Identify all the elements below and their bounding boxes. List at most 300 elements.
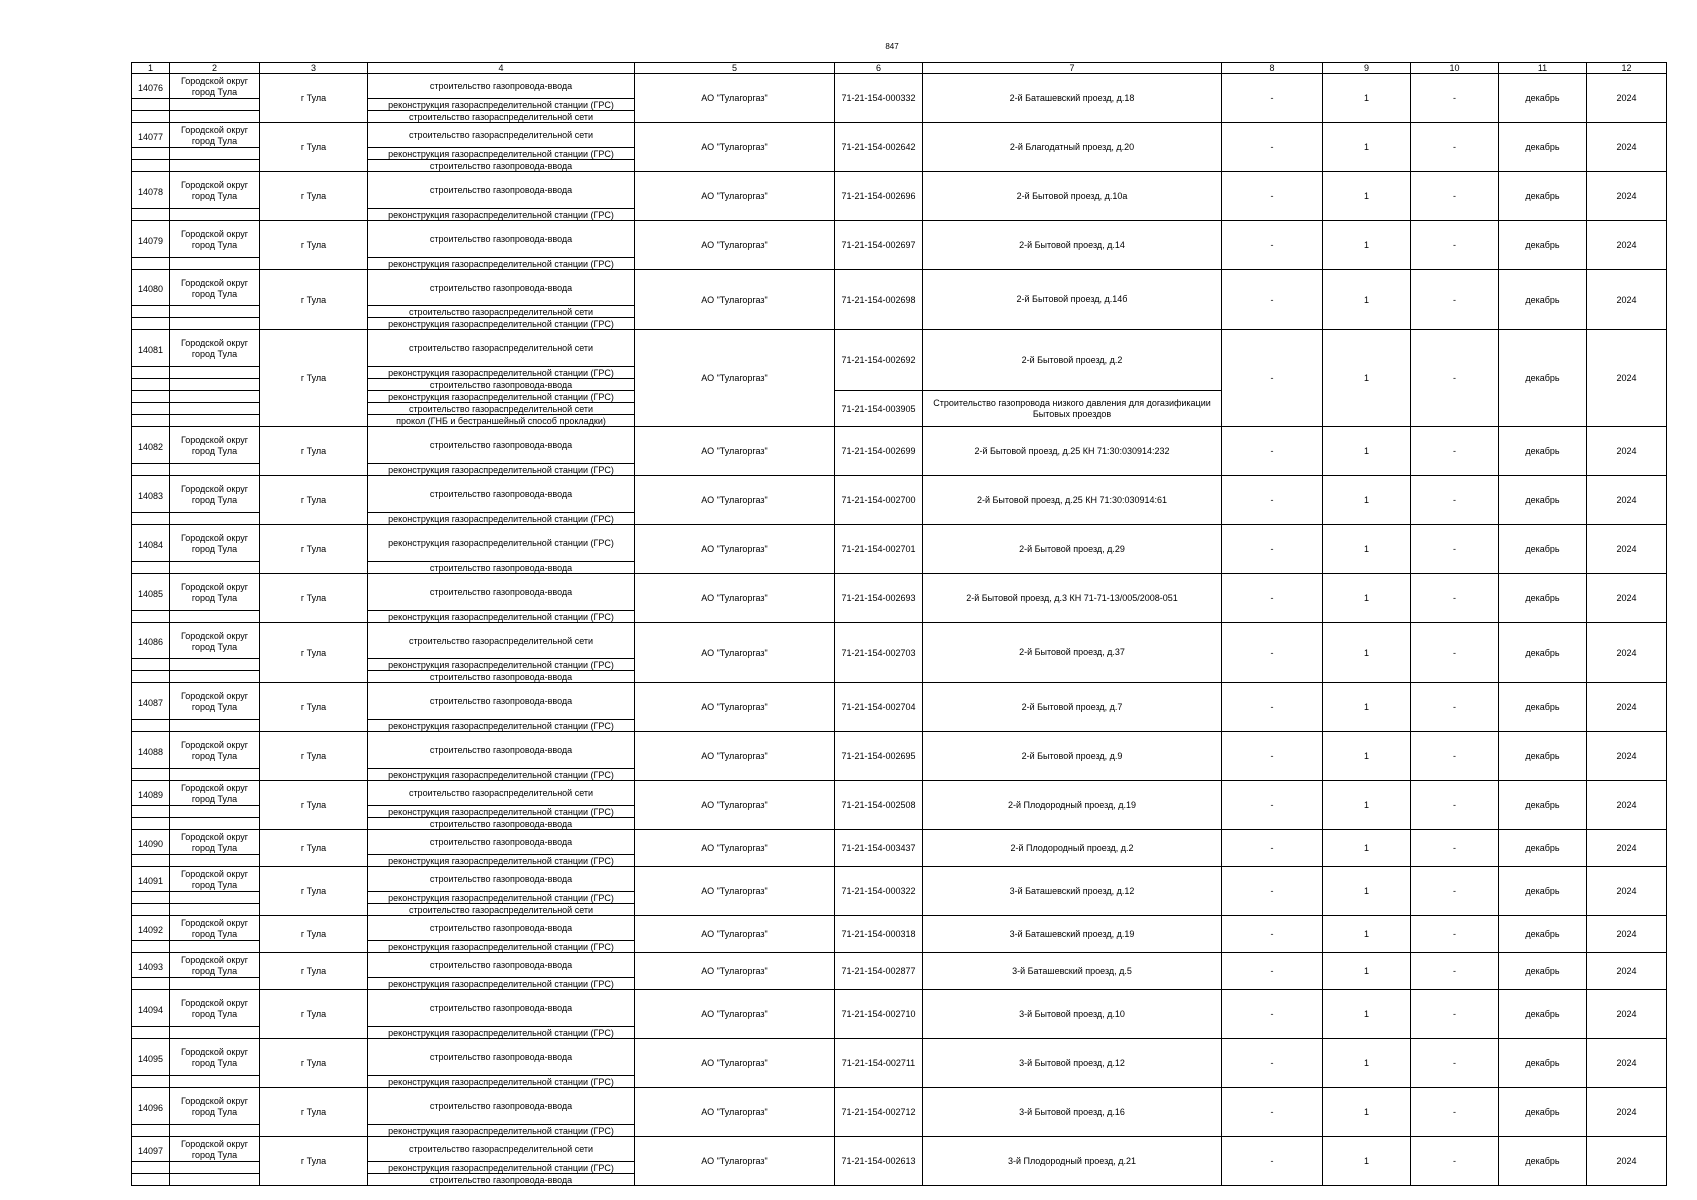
object-id: 71-21-154-002704 [835, 683, 923, 732]
organization: АО "Тулагоргаз" [635, 74, 835, 123]
completion-month: декабрь [1499, 525, 1587, 574]
organization: АО "Тулагоргаз" [635, 732, 835, 781]
blank-cell [132, 978, 170, 990]
table-row [132, 525, 1667, 562]
work-type: строительство газопровода-ввода [368, 379, 635, 391]
col-8-value: - [1222, 1137, 1323, 1186]
work-type: реконструкция газораспределительной станции (ГРС) [368, 1125, 635, 1137]
col-10-value: - [1411, 1039, 1499, 1088]
col-8-value: - [1222, 525, 1323, 574]
municipality: Городской округ город Тула [170, 172, 260, 209]
blank-cell [170, 611, 260, 623]
organization: АО "Тулагоргаз" [635, 123, 835, 172]
locality: г Тула [260, 623, 368, 683]
completion-month: декабрь [1499, 916, 1587, 953]
col-10-value: - [1411, 476, 1499, 525]
col-8-value: - [1222, 830, 1323, 867]
col-8-value: - [1222, 476, 1323, 525]
col-9-value: 1 [1323, 74, 1411, 123]
blank-cell [170, 941, 260, 953]
col-9-value: 1 [1323, 574, 1411, 623]
col-8-value: - [1222, 123, 1323, 172]
register-table [131, 62, 1667, 1186]
blank-cell [170, 99, 260, 111]
municipality: Городской округ город Тула [170, 623, 260, 659]
col-9-value: 1 [1323, 525, 1411, 574]
completion-year: 2024 [1587, 623, 1667, 683]
blank-cell [170, 1125, 260, 1137]
table-row [132, 476, 1667, 513]
object-id: 71-21-154-002508 [835, 781, 923, 830]
completion-year: 2024 [1587, 221, 1667, 270]
completion-year: 2024 [1587, 123, 1667, 172]
object-address: 2-й Бытовой проезд, д.9 [923, 732, 1222, 781]
locality: г Тула [260, 476, 368, 525]
blank-cell [132, 818, 170, 830]
municipality: Городской округ город Тула [170, 270, 260, 306]
organization: АО "Тулагоргаз" [635, 683, 835, 732]
completion-year: 2024 [1587, 476, 1667, 525]
object-address: 2-й Благодатный проезд, д.20 [923, 123, 1222, 172]
work-type: строительство газопровода-ввода [368, 867, 635, 892]
table-row [132, 1137, 1667, 1162]
col-header: 11 [1499, 63, 1587, 74]
col-header: 8 [1222, 63, 1323, 74]
completion-year: 2024 [1587, 172, 1667, 221]
organization: АО "Тулагоргаз" [635, 221, 835, 270]
work-type: строительство газопровода-ввода [368, 574, 635, 611]
blank-cell [170, 403, 260, 415]
object-address: 2-й Бытовой проезд, д.2 [923, 330, 1222, 391]
municipality: Городской округ город Тула [170, 427, 260, 464]
table-row [132, 781, 1667, 806]
blank-cell [132, 391, 170, 403]
work-type: строительство газораспределительной сети [368, 111, 635, 123]
record-number: 14094 [132, 990, 170, 1027]
locality: г Тула [260, 1088, 368, 1137]
object-address: 3-й Баташевский проезд, д.5 [923, 953, 1222, 990]
locality: г Тула [260, 732, 368, 781]
object-id: 71-21-154-003905 [835, 391, 923, 427]
col-9-value: 1 [1323, 1039, 1411, 1088]
record-number: 14092 [132, 916, 170, 941]
work-type: реконструкция газораспределительной станции (ГРС) [368, 258, 635, 270]
col-9-value: 1 [1323, 867, 1411, 916]
table-row [132, 867, 1667, 892]
table-row [132, 74, 1667, 99]
blank-cell [132, 111, 170, 123]
municipality: Городской округ город Тула [170, 1039, 260, 1076]
col-8-value: - [1222, 990, 1323, 1039]
col-9-value: 1 [1323, 990, 1411, 1039]
blank-cell [132, 367, 170, 379]
locality: г Тула [260, 830, 368, 867]
object-id: 71-21-154-003437 [835, 830, 923, 867]
blank-cell [132, 379, 170, 391]
object-id: 71-21-154-002695 [835, 732, 923, 781]
locality: г Тула [260, 1039, 368, 1088]
work-type: строительство газораспределительной сети [368, 781, 635, 806]
completion-year: 2024 [1587, 916, 1667, 953]
record-number: 14086 [132, 623, 170, 659]
table-row [132, 427, 1667, 464]
work-type: реконструкция газораспределительной станции (ГРС) [368, 855, 635, 867]
col-header: 5 [635, 63, 835, 74]
locality: г Тула [260, 1137, 368, 1186]
completion-month: декабрь [1499, 683, 1587, 732]
blank-cell [132, 806, 170, 818]
record-number: 14088 [132, 732, 170, 769]
object-address: 2-й Бытовой проезд, д.37 [923, 623, 1222, 683]
work-type: строительство газопровода-ввода [368, 427, 635, 464]
blank-cell [132, 671, 170, 683]
locality: г Тула [260, 172, 368, 221]
completion-month: декабрь [1499, 1137, 1587, 1186]
col-9-value: 1 [1323, 172, 1411, 221]
organization: АО "Тулагоргаз" [635, 525, 835, 574]
col-10-value: - [1411, 916, 1499, 953]
col-8-value: - [1222, 74, 1323, 123]
blank-cell [132, 1174, 170, 1186]
col-8-value: - [1222, 427, 1323, 476]
work-type: реконструкция газораспределительной станции (ГРС) [368, 941, 635, 953]
record-number: 14089 [132, 781, 170, 806]
organization: АО "Тулагоргаз" [635, 270, 835, 330]
blank-cell [132, 99, 170, 111]
table-row [132, 123, 1667, 148]
col-8-value: - [1222, 1039, 1323, 1088]
completion-year: 2024 [1587, 1088, 1667, 1137]
completion-month: декабрь [1499, 830, 1587, 867]
completion-month: декабрь [1499, 574, 1587, 623]
table-row [132, 172, 1667, 209]
blank-cell [170, 415, 260, 427]
col-9-value: 1 [1323, 427, 1411, 476]
work-type: реконструкция газораспределительной станции (ГРС) [368, 367, 635, 379]
work-type: реконструкция газораспределительной станции (ГРС) [368, 525, 635, 562]
record-number: 14078 [132, 172, 170, 209]
col-10-value: - [1411, 781, 1499, 830]
completion-year: 2024 [1587, 683, 1667, 732]
col-8-value: - [1222, 172, 1323, 221]
work-type: строительство газораспределительной сети [368, 123, 635, 148]
work-type: строительство газопровода-ввода [368, 916, 635, 941]
column-number-row [132, 63, 1667, 74]
col-10-value: - [1411, 623, 1499, 683]
locality: г Тула [260, 74, 368, 123]
table-row [132, 990, 1667, 1027]
work-type: строительство газопровода-ввода [368, 818, 635, 830]
col-10-value: - [1411, 867, 1499, 916]
blank-cell [170, 978, 260, 990]
work-type: реконструкция газораспределительной станции (ГРС) [368, 391, 635, 403]
work-type: реконструкция газораспределительной станции (ГРС) [368, 318, 635, 330]
object-address: 3-й Бытовой проезд, д.16 [923, 1088, 1222, 1137]
object-id: 71-21-154-002698 [835, 270, 923, 330]
record-number: 14076 [132, 74, 170, 99]
col-9-value: 1 [1323, 1137, 1411, 1186]
municipality: Городской округ город Тула [170, 953, 260, 978]
record-number: 14090 [132, 830, 170, 855]
blank-cell [132, 209, 170, 221]
municipality: Городской округ город Тула [170, 990, 260, 1027]
work-type: реконструкция газораспределительной станции (ГРС) [368, 720, 635, 732]
table-row [132, 270, 1667, 306]
table-row [132, 953, 1667, 978]
col-9-value: 1 [1323, 683, 1411, 732]
col-8-value: - [1222, 270, 1323, 330]
col-header: 12 [1587, 63, 1667, 74]
blank-cell [132, 941, 170, 953]
completion-month: декабрь [1499, 623, 1587, 683]
col-10-value: - [1411, 123, 1499, 172]
blank-cell [170, 892, 260, 904]
completion-month: декабрь [1499, 123, 1587, 172]
blank-cell [132, 892, 170, 904]
municipality: Городской округ город Тула [170, 330, 260, 367]
blank-cell [170, 209, 260, 221]
object-id: 71-21-154-002711 [835, 1039, 923, 1088]
col-10-value: - [1411, 683, 1499, 732]
completion-year: 2024 [1587, 74, 1667, 123]
record-number: 14077 [132, 123, 170, 148]
object-address: 2-й Бытовой проезд, д.3 КН 71-71-13/005/2008-051 [923, 574, 1222, 623]
completion-month: декабрь [1499, 427, 1587, 476]
blank-cell [170, 464, 260, 476]
col-header: 2 [170, 63, 260, 74]
table-row [132, 574, 1667, 611]
work-type: строительство газопровода-ввода [368, 74, 635, 99]
completion-month: декабрь [1499, 781, 1587, 830]
object-id: 71-21-154-000322 [835, 867, 923, 916]
completion-month: декабрь [1499, 990, 1587, 1039]
col-9-value: 1 [1323, 123, 1411, 172]
organization: АО "Тулагоргаз" [635, 1137, 835, 1186]
completion-year: 2024 [1587, 1137, 1667, 1186]
work-type: реконструкция газораспределительной станции (ГРС) [368, 978, 635, 990]
record-number: 14079 [132, 221, 170, 258]
object-address: 2-й Баташевский проезд, д.18 [923, 74, 1222, 123]
locality: г Тула [260, 574, 368, 623]
object-address: 2-й Бытовой проезд, д.25 КН 71:30:030914:61 [923, 476, 1222, 525]
blank-cell [132, 720, 170, 732]
object-address: 3-й Плодородный проезд, д.21 [923, 1137, 1222, 1186]
work-type: прокол (ГНБ и бестраншейный способ прокладки) [368, 415, 635, 427]
blank-cell [170, 720, 260, 732]
work-type: строительство газопровода-ввода [368, 990, 635, 1027]
object-id: 71-21-154-002692 [835, 330, 923, 391]
col-8-value: - [1222, 953, 1323, 990]
object-id: 71-21-154-002613 [835, 1137, 923, 1186]
table-row [132, 1039, 1667, 1076]
completion-month: декабрь [1499, 172, 1587, 221]
col-8-value: - [1222, 574, 1323, 623]
object-id: 71-21-154-002710 [835, 990, 923, 1039]
col-8-value: - [1222, 867, 1323, 916]
organization: АО "Тулагоргаз" [635, 476, 835, 525]
municipality: Городской округ город Тула [170, 867, 260, 892]
blank-cell [170, 806, 260, 818]
completion-month: декабрь [1499, 270, 1587, 330]
col-10-value: - [1411, 830, 1499, 867]
object-address: 2-й Бытовой проезд, д.14 [923, 221, 1222, 270]
object-id: 71-21-154-002696 [835, 172, 923, 221]
work-type: строительство газораспределительной сети [368, 306, 635, 318]
completion-year: 2024 [1587, 525, 1667, 574]
work-type: строительство газораспределительной сети [368, 904, 635, 916]
col-header: 7 [923, 63, 1222, 74]
work-type: реконструкция газораспределительной станции (ГРС) [368, 99, 635, 111]
col-9-value: 1 [1323, 781, 1411, 830]
municipality: Городской округ город Тула [170, 916, 260, 941]
work-type: реконструкция газораспределительной станции (ГРС) [368, 806, 635, 818]
completion-year: 2024 [1587, 953, 1667, 990]
col-header: 4 [368, 63, 635, 74]
municipality: Городской округ город Тула [170, 574, 260, 611]
table-row [132, 916, 1667, 941]
table-row [132, 732, 1667, 769]
record-number: 14091 [132, 867, 170, 892]
col-9-value: 1 [1323, 623, 1411, 683]
record-number: 14085 [132, 574, 170, 611]
page-number: 847 [885, 42, 899, 51]
record-number: 14087 [132, 683, 170, 720]
record-number: 14097 [132, 1137, 170, 1162]
work-type: реконструкция газораспределительной станции (ГРС) [368, 513, 635, 525]
work-type: строительство газопровода-ввода [368, 953, 635, 978]
table-row [132, 1088, 1667, 1125]
record-number: 14093 [132, 953, 170, 978]
blank-cell [170, 769, 260, 781]
blank-cell [132, 403, 170, 415]
col-header: 10 [1411, 63, 1499, 74]
object-id: 71-21-154-002877 [835, 953, 923, 990]
col-10-value: - [1411, 953, 1499, 990]
work-type: строительство газопровода-ввода [368, 830, 635, 855]
municipality: Городской округ город Тула [170, 1088, 260, 1125]
organization: АО "Тулагоргаз" [635, 953, 835, 990]
col-10-value: - [1411, 990, 1499, 1039]
col-10-value: - [1411, 330, 1499, 427]
col-header: 3 [260, 63, 368, 74]
record-number: 14083 [132, 476, 170, 513]
object-id: 71-21-154-000318 [835, 916, 923, 953]
completion-month: декабрь [1499, 1088, 1587, 1137]
object-address: 3-й Бытовой проезд, д.10 [923, 990, 1222, 1039]
object-address: 3-й Баташевский проезд, д.12 [923, 867, 1222, 916]
record-number: 14081 [132, 330, 170, 367]
blank-cell [132, 318, 170, 330]
work-type: строительство газопровода-ввода [368, 270, 635, 306]
blank-cell [132, 562, 170, 574]
organization: АО "Тулагоргаз" [635, 916, 835, 953]
work-type: строительство газопровода-ввода [368, 671, 635, 683]
col-9-value: 1 [1323, 1088, 1411, 1137]
blank-cell [170, 562, 260, 574]
municipality: Городской округ город Тула [170, 781, 260, 806]
col-9-value: 1 [1323, 221, 1411, 270]
completion-year: 2024 [1587, 781, 1667, 830]
col-10-value: - [1411, 574, 1499, 623]
completion-month: декабрь [1499, 732, 1587, 781]
locality: г Тула [260, 330, 368, 427]
blank-cell [170, 1076, 260, 1088]
col-10-value: - [1411, 172, 1499, 221]
col-10-value: - [1411, 525, 1499, 574]
work-type: реконструкция газораспределительной станции (ГРС) [368, 659, 635, 671]
object-id: 71-21-154-002699 [835, 427, 923, 476]
blank-cell [132, 148, 170, 160]
col-10-value: - [1411, 427, 1499, 476]
completion-month: декабрь [1499, 476, 1587, 525]
completion-year: 2024 [1587, 830, 1667, 867]
blank-cell [170, 1162, 260, 1174]
object-address: 2-й Бытовой проезд, д.14б [923, 270, 1222, 330]
col-10-value: - [1411, 221, 1499, 270]
object-id: 71-21-154-002701 [835, 525, 923, 574]
organization: АО "Тулагоргаз" [635, 330, 835, 427]
object-id: 71-21-154-000332 [835, 74, 923, 123]
col-8-value: - [1222, 221, 1323, 270]
table-row [132, 683, 1667, 720]
locality: г Тула [260, 867, 368, 916]
completion-month: декабрь [1499, 74, 1587, 123]
col-9-value: 1 [1323, 732, 1411, 781]
completion-year: 2024 [1587, 330, 1667, 427]
completion-month: декабрь [1499, 867, 1587, 916]
blank-cell [132, 464, 170, 476]
blank-cell [132, 415, 170, 427]
blank-cell [132, 258, 170, 270]
completion-month: декабрь [1499, 953, 1587, 990]
blank-cell [170, 318, 260, 330]
col-8-value: - [1222, 623, 1323, 683]
blank-cell [170, 855, 260, 867]
locality: г Тула [260, 916, 368, 953]
municipality: Городской округ город Тула [170, 74, 260, 99]
municipality: Городской округ город Тула [170, 683, 260, 720]
organization: АО "Тулагоргаз" [635, 1039, 835, 1088]
blank-cell [170, 659, 260, 671]
col-9-value: 1 [1323, 953, 1411, 990]
organization: АО "Тулагоргаз" [635, 867, 835, 916]
work-type: строительство газопровода-ввода [368, 476, 635, 513]
completion-month: декабрь [1499, 1039, 1587, 1088]
object-address: 2-й Бытовой проезд, д.29 [923, 525, 1222, 574]
work-type: строительство газопровода-ввода [368, 1174, 635, 1186]
work-type: строительство газораспределительной сети [368, 403, 635, 415]
blank-cell [132, 1125, 170, 1137]
blank-cell [132, 769, 170, 781]
col-8-value: - [1222, 781, 1323, 830]
blank-cell [170, 1027, 260, 1039]
record-number: 14080 [132, 270, 170, 306]
organization: АО "Тулагоргаз" [635, 781, 835, 830]
locality: г Тула [260, 221, 368, 270]
table-row [132, 623, 1667, 659]
work-type: реконструкция газораспределительной станции (ГРС) [368, 209, 635, 221]
blank-cell [132, 659, 170, 671]
record-number: 14096 [132, 1088, 170, 1125]
col-8-value: - [1222, 1088, 1323, 1137]
work-type: реконструкция газораспределительной станции (ГРС) [368, 1076, 635, 1088]
col-8-value: - [1222, 330, 1323, 427]
work-type: реконструкция газораспределительной станции (ГРС) [368, 611, 635, 623]
object-address: 3-й Баташевский проезд, д.19 [923, 916, 1222, 953]
col-9-value: 1 [1323, 916, 1411, 953]
object-address: 2-й Бытовой проезд, д.25 КН 71:30:030914:232 [923, 427, 1222, 476]
municipality: Городской округ город Тула [170, 221, 260, 258]
